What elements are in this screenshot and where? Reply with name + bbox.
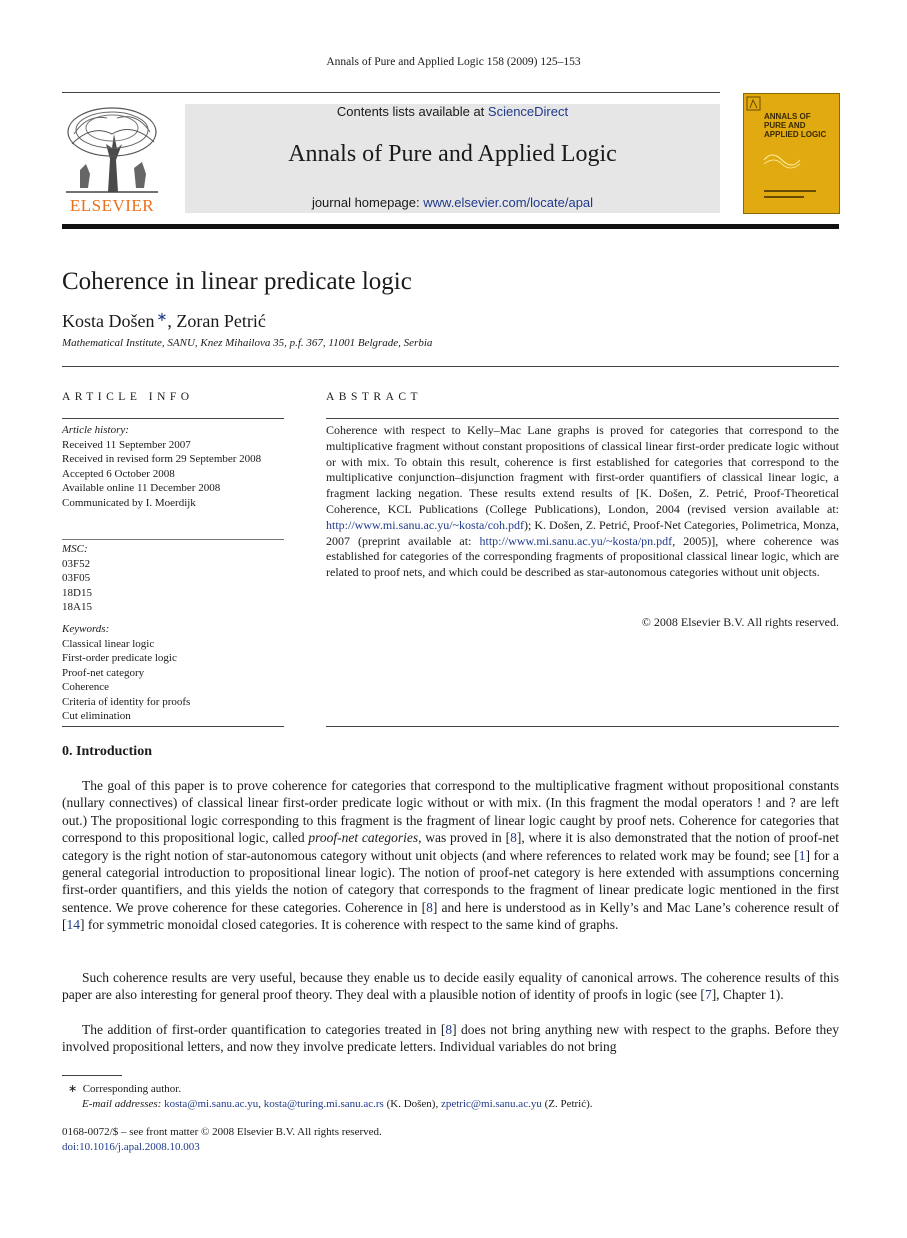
msc-item: 03F52 xyxy=(62,557,91,570)
keyword-item: Proof-net category xyxy=(62,666,145,679)
text-run: Such coherence results are very useful, because they enable us to decide easily equality of canonical arrows. The coherence results of this paper are also interesting for general proof theory. They deal with a plausible notion of identity of proofs in logic (see [ xyxy=(62,970,839,1003)
citation-link[interactable]: 8 xyxy=(426,899,433,915)
email-label: E-mail addresses: xyxy=(82,1098,165,1110)
doi-link[interactable]: doi:10.1016/j.apal.2008.10.003 xyxy=(62,1141,200,1153)
contents-prefix: Contents lists available at xyxy=(336,104,488,119)
running-head: Annals of Pure and Applied Logic 158 (2009) 125–153 xyxy=(326,56,581,68)
divider xyxy=(62,539,284,540)
authors xyxy=(62,309,266,332)
footnote-emails xyxy=(82,1098,593,1110)
section-heading-introduction: 0. Introduction xyxy=(62,744,152,759)
abstract-link-coh[interactable]: http://www.mi.sanu.ac.yu/~kosta/coh.pdf xyxy=(326,517,525,532)
cover-line xyxy=(764,196,804,198)
sciencedirect-link[interactable]: ScienceDirect xyxy=(487,104,569,119)
author-1: Kosta Došen xyxy=(62,311,155,331)
abstract-text-part: ); K. Došen, Z. Petrić, Proof-Net Categories, Polimetrica, Monza, 2007 (preprint available at: xyxy=(326,517,839,548)
abstract-text xyxy=(326,423,839,581)
body-paragraph xyxy=(62,1021,839,1056)
divider xyxy=(62,726,284,727)
citation-link[interactable]: 8 xyxy=(510,830,517,846)
email-link[interactable]: kosta@mi.sanu.ac.yu xyxy=(164,1098,259,1110)
history-item: Communicated by I. Moerdijk xyxy=(62,496,196,509)
history-label: Article history: xyxy=(62,424,129,436)
abstract-copyright: © 2008 Elsevier B.V. All rights reserved. xyxy=(641,615,839,629)
keyword-item: Criteria of identity for proofs xyxy=(62,695,191,708)
homepage-link[interactable]: www.elsevier.com/locate/apal xyxy=(423,195,594,210)
homepage-prefix: journal homepage: xyxy=(311,195,424,210)
keyword-item: Classical linear logic xyxy=(62,637,155,650)
corresponding-author-mark[interactable]: ∗ xyxy=(156,309,168,324)
text-run: ], Chapter 1). xyxy=(711,987,784,1003)
email-link[interactable]: zpetric@mi.sanu.ac.yu xyxy=(440,1098,542,1110)
contents-line xyxy=(185,104,720,119)
emphasis-text: proof-net categories xyxy=(308,830,419,846)
cover-line xyxy=(764,190,816,192)
msc-codes xyxy=(62,542,284,615)
separator: , xyxy=(258,1098,264,1110)
history-item: Received in revised form 29 September 2008 xyxy=(62,453,262,465)
cover-logo-icon xyxy=(746,96,762,112)
citation-link[interactable]: 1 xyxy=(798,847,806,863)
msc-label: MSC: xyxy=(62,543,88,555)
author-separator: , xyxy=(167,311,177,331)
cover-title: ANNALS OF PURE AND APPLIED LOGIC xyxy=(764,112,827,139)
abstract-text-part: Coherence with respect to Kelly–Mac Lane graphs is proved for categories that correspond to the multiplicative fragment without constant propositions of classical linear first-order predicate logic without or with mix. To obtain this result, coherence is first established for categories that correspond to the multiplicative conjunction–disjunction fragment with first-order quantifiers of classical linear logic, a fragment lacking negation. These results extend results of [K. Došen, Z. Petrić, Proof-Theoretical Coherence, KCL Publications (College Publications), London, 2004 (revised version available at: xyxy=(326,423,839,516)
email-owner: (K. Došen), xyxy=(383,1098,441,1110)
msc-item: 18A15 xyxy=(62,601,92,613)
header-rule xyxy=(62,92,720,93)
footnote-rule xyxy=(62,1075,122,1076)
body-paragraph xyxy=(62,969,839,1004)
journal-cover xyxy=(743,93,840,214)
msc-item: 03F05 xyxy=(62,572,91,584)
msc-item: 18D15 xyxy=(62,586,92,599)
citation-link[interactable]: 14 xyxy=(66,917,80,933)
history-item: Accepted 6 October 2008 xyxy=(62,467,175,480)
history-item: Available online 11 December 2008 xyxy=(62,482,221,494)
keyword-item: First-order predicate logic xyxy=(62,652,177,664)
footnote-mark: ∗ xyxy=(68,1083,78,1095)
keywords-label: Keywords: xyxy=(62,623,110,635)
text-run: ], where it is also demonstrated that the notion of proof-net category is the right notion of star-autonomous category without unit objects (and where references to related work may be found; see [ xyxy=(62,830,840,863)
article-history xyxy=(62,423,284,510)
text-run: ] for a general categorial introduction to propositional linear logic). The notion of proof-net category is here extended with assumptions concerning first-order quantifiers, and this yields the notion of category that corresponds to the fragment of linear predicate logic mentioned in the first sentence. We prove coherence for these categories. Coherence in [ xyxy=(62,847,839,915)
author-2: Zoran Petrić xyxy=(176,311,266,331)
homepage-line xyxy=(185,195,720,210)
divider xyxy=(62,366,839,367)
cover-ornament-icon xyxy=(762,150,802,170)
citation-link[interactable]: 7 xyxy=(704,987,712,1003)
abstract-link-pn[interactable]: http://www.mi.sanu.ac.yu/~kosta/pn.pdf xyxy=(479,533,673,548)
text-run: ] and here is understood as in Kelly’s and Mac Lane’s coherence result of [ xyxy=(62,899,839,933)
email-link[interactable]: kosta@turing.mi.sanu.ac.rs xyxy=(263,1098,384,1110)
footnote-corresponding xyxy=(68,1082,181,1095)
text-run: ] for symmetric monoidal closed categories. It is coherence with respect to the same kind of graphs. xyxy=(80,917,619,933)
affiliation: Mathematical Institute, SANU, Knez Mihailova 35, p.f. 367, 11001 Belgrade, Serbia xyxy=(62,337,433,349)
divider xyxy=(326,418,839,419)
front-matter: 0168-0072/$ – see front matter © 2008 Elsevier B.V. All rights reserved. xyxy=(62,1126,382,1138)
publisher-name: ELSEVIER xyxy=(69,196,155,215)
text-run: ] does not bring anything new with respect to the graphs. Before they involved propositional letters, and now they involve predicate letters. Individual variables do not bring xyxy=(62,1022,839,1055)
history-item: Received 11 September 2007 xyxy=(62,438,191,451)
keyword-item: Cut elimination xyxy=(62,710,131,722)
divider xyxy=(62,418,284,419)
divider xyxy=(326,726,839,727)
footnote-text: Corresponding author. xyxy=(82,1083,182,1095)
text-run: , was proved in [ xyxy=(418,830,511,846)
text-run: The goal of this paper is to prove coherence for categories that correspond to the multiplicative fragment without propositional constants (nullary connectives) of classical linear first-order predicate logic without or with mix. (In this fragment the modal operators ! and ? are left out.) The propositional logic corresponding to this fragment is the fragment of linear logic caught by proof nets. Coherence for categories that correspond to this propositional logic, called xyxy=(62,778,839,846)
article-title: Coherence in linear predicate logic xyxy=(62,268,412,295)
body-paragraph xyxy=(62,777,839,934)
abstract-heading: ABSTRACT xyxy=(326,391,423,403)
article-info-heading: ARTICLE INFO xyxy=(62,391,194,403)
text-run: The addition of first-order quantification to categories treated in [ xyxy=(82,1022,446,1037)
citation-link[interactable]: 8 xyxy=(445,1022,453,1037)
abstract-text-part: , 2005)], where coherence was established for categories of the corresponding fragments of propositional classical linear logic, which are related to proof nets, and which could be described as star-autonomous categories without unit objects. xyxy=(326,533,839,580)
keyword-item: Coherence xyxy=(62,681,110,693)
journal-title: Annals of Pure and Applied Logic xyxy=(288,141,617,167)
keywords xyxy=(62,622,284,724)
email-owner: (Z. Petrić). xyxy=(541,1098,593,1110)
header-thick-rule xyxy=(62,224,839,229)
